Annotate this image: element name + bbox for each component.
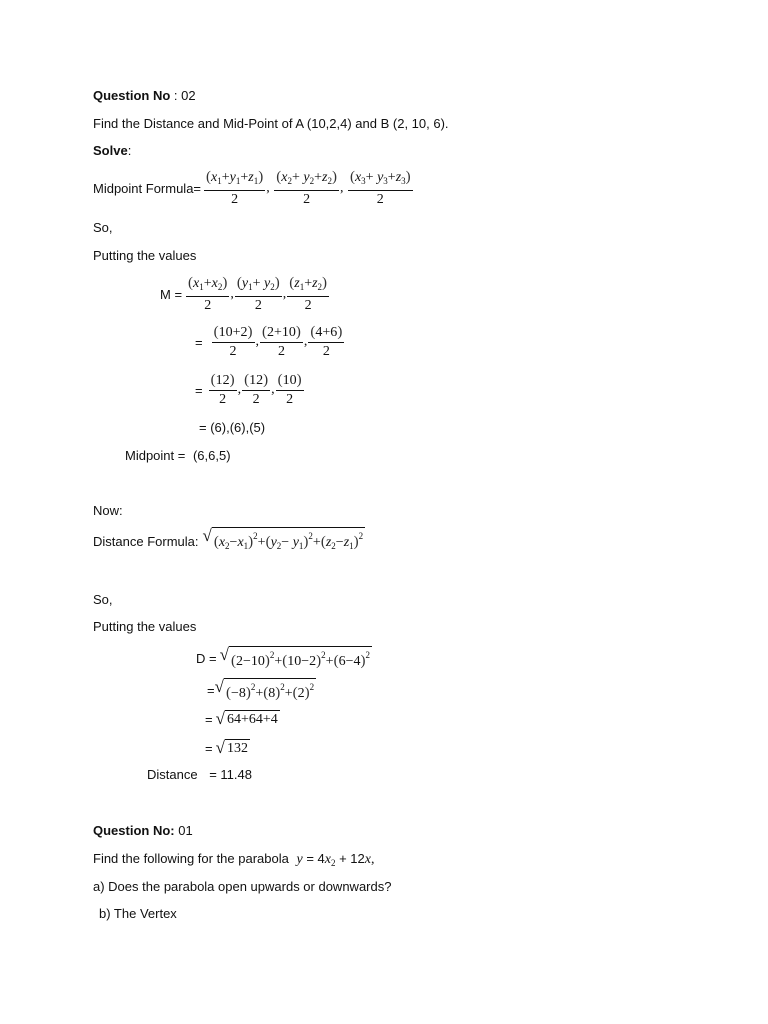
denominator: 2 — [252, 392, 260, 407]
question-2-problem: Find the Distance and Mid-Point of A (10,2,4) and B (2, 10, 6). — [93, 116, 449, 131]
parabola-tail: + 12 — [335, 851, 365, 866]
question-2-heading-number: : 02 — [170, 88, 196, 103]
midpoint-formula — [93, 168, 414, 208]
square-root-icon: √ — [219, 645, 229, 664]
midpoint-answer — [125, 448, 231, 463]
parabola-comma: , — [370, 852, 375, 867]
question-1-problem — [93, 851, 374, 868]
numerator-10-plus-2: 10+2 — [218, 325, 248, 340]
equals-sign: = — [205, 740, 213, 756]
distance-step-2-radical: √ $(-8)^2+(8)^2+(2)^2$ — [214, 677, 315, 701]
distance-step-3 — [205, 707, 280, 731]
numerator-4-plus-6: 4+6 — [315, 325, 338, 340]
term-6-minus-4: 6−4 — [338, 654, 361, 669]
question-1-heading — [93, 823, 193, 838]
denominator: 2 — [322, 344, 330, 359]
question-1-problem-prefix: Find the following for the parabola — [93, 851, 289, 866]
step-fraction: $\frac{(4+6)}{2}$ — [310, 324, 343, 359]
so-text-2: So, — [93, 592, 113, 607]
distance-answer-label: Distance — [147, 767, 198, 782]
denominator: 2 — [219, 392, 227, 407]
putting-values-2: Putting the values — [93, 619, 197, 634]
radicand-132: 132 — [226, 741, 248, 756]
square-root-icon: √ — [202, 526, 212, 545]
midpoint-formula-expression: $\frac{(x_1+y_1+z_1)}{2}$ , $\frac{(x_2+ y_2+z_2)}{2}$ , $\frac{(x_3+ y_3+z_3)}{2}$ — [206, 168, 411, 207]
term-minus-8: −8 — [230, 686, 246, 701]
midpoint-answer-label: Midpoint = — [125, 448, 186, 463]
distance-step-4 — [205, 736, 250, 760]
denominator: 2 — [277, 344, 285, 359]
distance-formula — [93, 528, 365, 554]
midpoint-step-2 — [195, 322, 345, 362]
step-fraction: $\frac{(2+10)}{2}$ — [262, 324, 301, 359]
numerator-12: 12 — [249, 373, 264, 388]
solve-label — [93, 143, 131, 158]
equals-sign: = — [205, 711, 213, 727]
parabola-x: x — [324, 852, 331, 867]
square-root-icon: √ — [215, 709, 225, 728]
midpoint-step-2-expression: $\frac{(10+2)}{2}$ , $\frac{(2+10)}{2}$ , $\frac{(4+6)}{2}$ — [213, 324, 343, 359]
m-label: M = — [160, 286, 183, 302]
question-1-heading-bold: Question No: — [93, 823, 175, 838]
distance-step-4-radical — [216, 739, 250, 757]
denominator: 2 — [286, 392, 294, 407]
question-2-heading — [93, 88, 196, 103]
solve-bold: Solve — [93, 143, 128, 158]
midpoint-answer-value: (6,6,5) — [192, 448, 231, 463]
formula-fraction: $\frac{(x_1+y_1+z_1)}{2}$ — [206, 168, 264, 207]
parabola-tail-x: x — [364, 852, 371, 867]
parabola-rhs: = 4 — [302, 851, 325, 866]
distance-step-1 — [196, 645, 372, 671]
square-root-icon: √ — [214, 677, 224, 696]
formula-fraction: $\frac{(x_3+ y_3+z_3)}{2}$ — [349, 168, 411, 207]
numerator-12: 12 — [215, 373, 230, 388]
distance-step-2 — [207, 677, 316, 703]
distance-answer-value: = 11.48 — [209, 767, 252, 782]
step-fraction: $\frac{(10)}{2}$ — [277, 372, 302, 407]
d-label: D = — [196, 650, 217, 666]
square-root-icon: √ — [215, 738, 225, 757]
putting-values-1: Putting the values — [93, 248, 197, 263]
step-fraction: $\frac{(z_1+z_2)}{2}$ — [289, 274, 328, 313]
term-10-minus-2: 10−2 — [287, 654, 317, 669]
distance-step-1-radical: √ $(2-10)^2+(10-2)^2+(6-4)^2$ — [219, 645, 370, 669]
radicand-64-64-4: 64+64+4 — [226, 712, 278, 727]
so-text-1: So, — [93, 220, 113, 235]
equals-sign: = — [207, 682, 215, 698]
question-1-part-a: a) Does the parabola open upwards or downwards? — [93, 879, 392, 894]
numerator-2-plus-10: 2+10 — [267, 325, 296, 340]
distance-formula-label: Distance Formula: — [93, 533, 199, 549]
step-fraction: $\frac{(y_1+ y_2)}{2}$ — [236, 274, 280, 313]
equals-sign: = — [195, 334, 203, 350]
midpoint-step-3-expression: $\frac{(12)}{2}$ , $\frac{(12)}{2}$ , $\frac{(10)}{2}$ — [210, 372, 302, 407]
midpoint-result-line: = (6),(6),(5) — [199, 420, 266, 435]
step-fraction: $\frac{(x_1+x_2)}{2}$ — [188, 274, 228, 313]
term-8: 8 — [268, 686, 276, 701]
parabola-y: y — [296, 852, 303, 867]
step-fraction: $\frac{(12)}{2}$ — [244, 372, 269, 407]
numerator-10: 10 — [282, 373, 297, 388]
midpoint-step-3 — [195, 370, 305, 410]
question-1-part-b: b) The Vertex — [99, 906, 177, 921]
term-2-minus-10: 2−10 — [235, 654, 265, 669]
step-fraction: $\frac{(12)}{2}$ — [210, 372, 235, 407]
parabola-equation — [296, 852, 374, 867]
parabola-subscript: 2 — [330, 858, 336, 868]
midpoint-formula-label: Midpoint Formula= — [93, 180, 202, 196]
formula-fraction: $\frac{(x_2+ y_2+z_2)}{2}$ — [276, 168, 337, 207]
question-1-heading-number: 01 — [174, 823, 193, 838]
solve-colon: : — [127, 143, 132, 158]
equals-sign: = — [195, 382, 203, 398]
midpoint-step-1-expression: $\frac{(x_1+x_2)}{2}$ , $\frac{(y_1+ y_2)}{2}$ , $\frac{(z_1+z_2)}{2}$ — [188, 274, 328, 313]
denominator: 2 — [229, 344, 237, 359]
step-fraction: $\frac{(10+2)}{2}$ — [213, 324, 253, 359]
distance-formula-radical: √ $(x_2-x_1)^2+(y_2- y_1)^2+(z_2-z_1)^2$ — [202, 527, 365, 555]
term-2: 2 — [297, 686, 305, 701]
midpoint-step-1 — [160, 274, 330, 314]
now-text: Now: — [93, 503, 123, 518]
distance-step-3-radical — [216, 710, 280, 728]
question-2-heading-bold: Question No — [93, 88, 171, 103]
distance-answer — [147, 767, 252, 782]
